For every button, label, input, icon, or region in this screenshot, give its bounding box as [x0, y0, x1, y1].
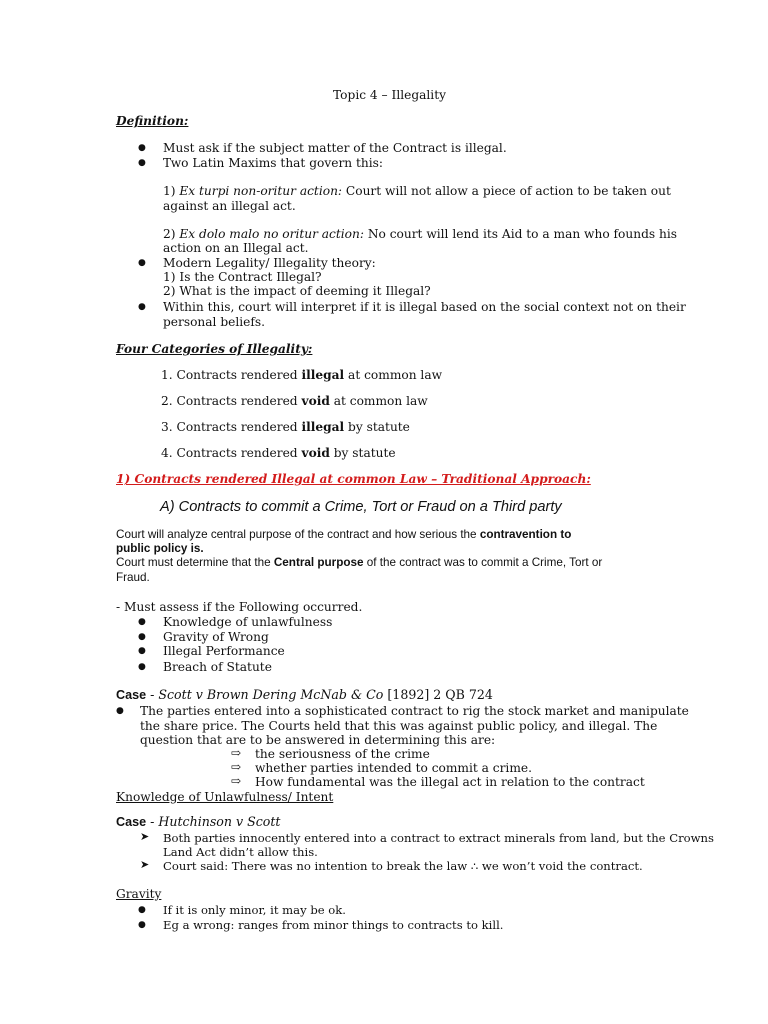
- bullet-icon: ●: [138, 632, 146, 642]
- section-1-paragraph-1-line2: public policy is.: [116, 542, 204, 555]
- case-1-text-2: the share price. The Courts held that this was against public policy, and illegal. The: [140, 719, 658, 733]
- case-2-point-2: Court said: There was no intention to break the law ∴ we won’t void the contract.: [163, 859, 643, 873]
- case-2-point-1: Both parties innocently entered into a contract to extract minerals from land, but the Crowns: [163, 831, 714, 845]
- modern-item-1: 1) Is the Contract Illegal?: [163, 270, 322, 284]
- assess-item-3: Illegal Performance: [163, 644, 285, 658]
- gravity-item-1: If it is only minor, it may be ok.: [163, 903, 346, 917]
- section-1-paragraph-1: Court will analyze central purpose of the contract and how serious the contravention to: [116, 528, 572, 541]
- case-2-heading: Case - Hutchinson v Scott: [116, 814, 281, 829]
- categories-heading: Four Categories of Illegality:: [116, 342, 313, 356]
- bullet-icon: ●: [138, 302, 146, 312]
- section-1-paragraph-2: Court must determine that the Central purpose of the contract was to commit a Crime, Tort or: [116, 556, 603, 569]
- case-1-text-3: question that are to be answered in determining this are:: [140, 733, 496, 747]
- assess-item-1: Knowledge of unlawfulness: [163, 615, 333, 629]
- within-bullet-line2: personal beliefs.: [163, 315, 265, 329]
- section-a-subheading: A) Contracts to commit a Crime, Tort or Fraud on a Third party: [160, 499, 562, 515]
- within-bullet: Within this, court will interpret if it is illegal based on the social context not on their: [163, 300, 686, 314]
- maxim-2: 2) Ex dolo malo no oritur action: No court will lend its Aid to a man who founds his: [163, 227, 678, 241]
- category-item-2: 2. Contracts rendered void at common law: [161, 394, 428, 408]
- category-item-4: 4. Contracts rendered void by statute: [161, 446, 396, 460]
- case-1-question-3: How fundamental was the illegal act in relation to the contract: [255, 775, 645, 789]
- assess-item-4: Breach of Statute: [163, 660, 272, 674]
- maxim-2-line2: action on an Illegal act.: [163, 241, 309, 255]
- section-1-paragraph-2-line2: Fraud.: [116, 571, 150, 584]
- bullet-icon: ●: [138, 646, 146, 656]
- arrow-icon: ⇨: [231, 746, 242, 760]
- definition-bullet-1: Must ask if the subject matter of the Contract is illegal.: [163, 141, 507, 155]
- bullet-icon: ●: [138, 258, 146, 268]
- case-2-point-1-line2: Land Act didn’t allow this.: [163, 845, 318, 859]
- bullet-icon: ●: [138, 143, 146, 153]
- arrowhead-icon: ➤: [140, 830, 150, 843]
- modern-theory-bullet: Modern Legality/ Illegality theory:: [163, 256, 376, 270]
- arrowhead-icon: ➤: [140, 858, 150, 871]
- arrow-icon: ⇨: [231, 774, 242, 788]
- maxim-1: 1) Ex turpi non-oritur action: Court will not allow a piece of action to be taken out: [163, 184, 671, 198]
- category-item-1: 1. Contracts rendered illegal at common law: [161, 368, 443, 382]
- bullet-icon: ●: [116, 706, 124, 716]
- gravity-item-2: Eg a wrong: ranges from minor things to contracts to kill.: [163, 918, 504, 932]
- definition-heading: Definition:: [116, 114, 189, 128]
- bullet-icon: ●: [138, 158, 146, 168]
- bullet-icon: ●: [138, 617, 146, 627]
- case-1-heading: Case - Scott v Brown Dering McNab & Co [1892] 2 QB 724: [116, 687, 493, 702]
- definition-bullet-2: Two Latin Maxims that govern this:: [163, 156, 383, 170]
- arrow-icon: ⇨: [231, 760, 242, 774]
- gravity-heading: Gravity: [116, 887, 162, 901]
- case-1-question-1: the seriousness of the crime: [255, 747, 430, 761]
- case-1-text-1: The parties entered into a sophisticated contract to rig the stock market and manipulate: [140, 704, 689, 718]
- assess-item-2: Gravity of Wrong: [163, 630, 269, 644]
- bullet-icon: ●: [138, 920, 146, 930]
- page-title: Topic 4 – Illegality: [333, 88, 446, 102]
- section-1-heading: 1) Contracts rendered Illegal at common Law – Traditional Approach:: [116, 472, 591, 486]
- assess-line: - Must assess if the Following occurred.: [116, 600, 363, 614]
- bullet-icon: ●: [138, 662, 146, 672]
- bullet-icon: ●: [138, 905, 146, 915]
- case-1-question-2: whether parties intended to commit a crime.: [255, 761, 532, 775]
- modern-item-2: 2) What is the impact of deeming it Illegal?: [163, 284, 431, 298]
- knowledge-heading: Knowledge of Unlawfulness/ Intent: [116, 790, 334, 804]
- category-item-3: 3. Contracts rendered illegal by statute: [161, 420, 410, 434]
- maxim-1-line2: against an illegal act.: [163, 199, 296, 213]
